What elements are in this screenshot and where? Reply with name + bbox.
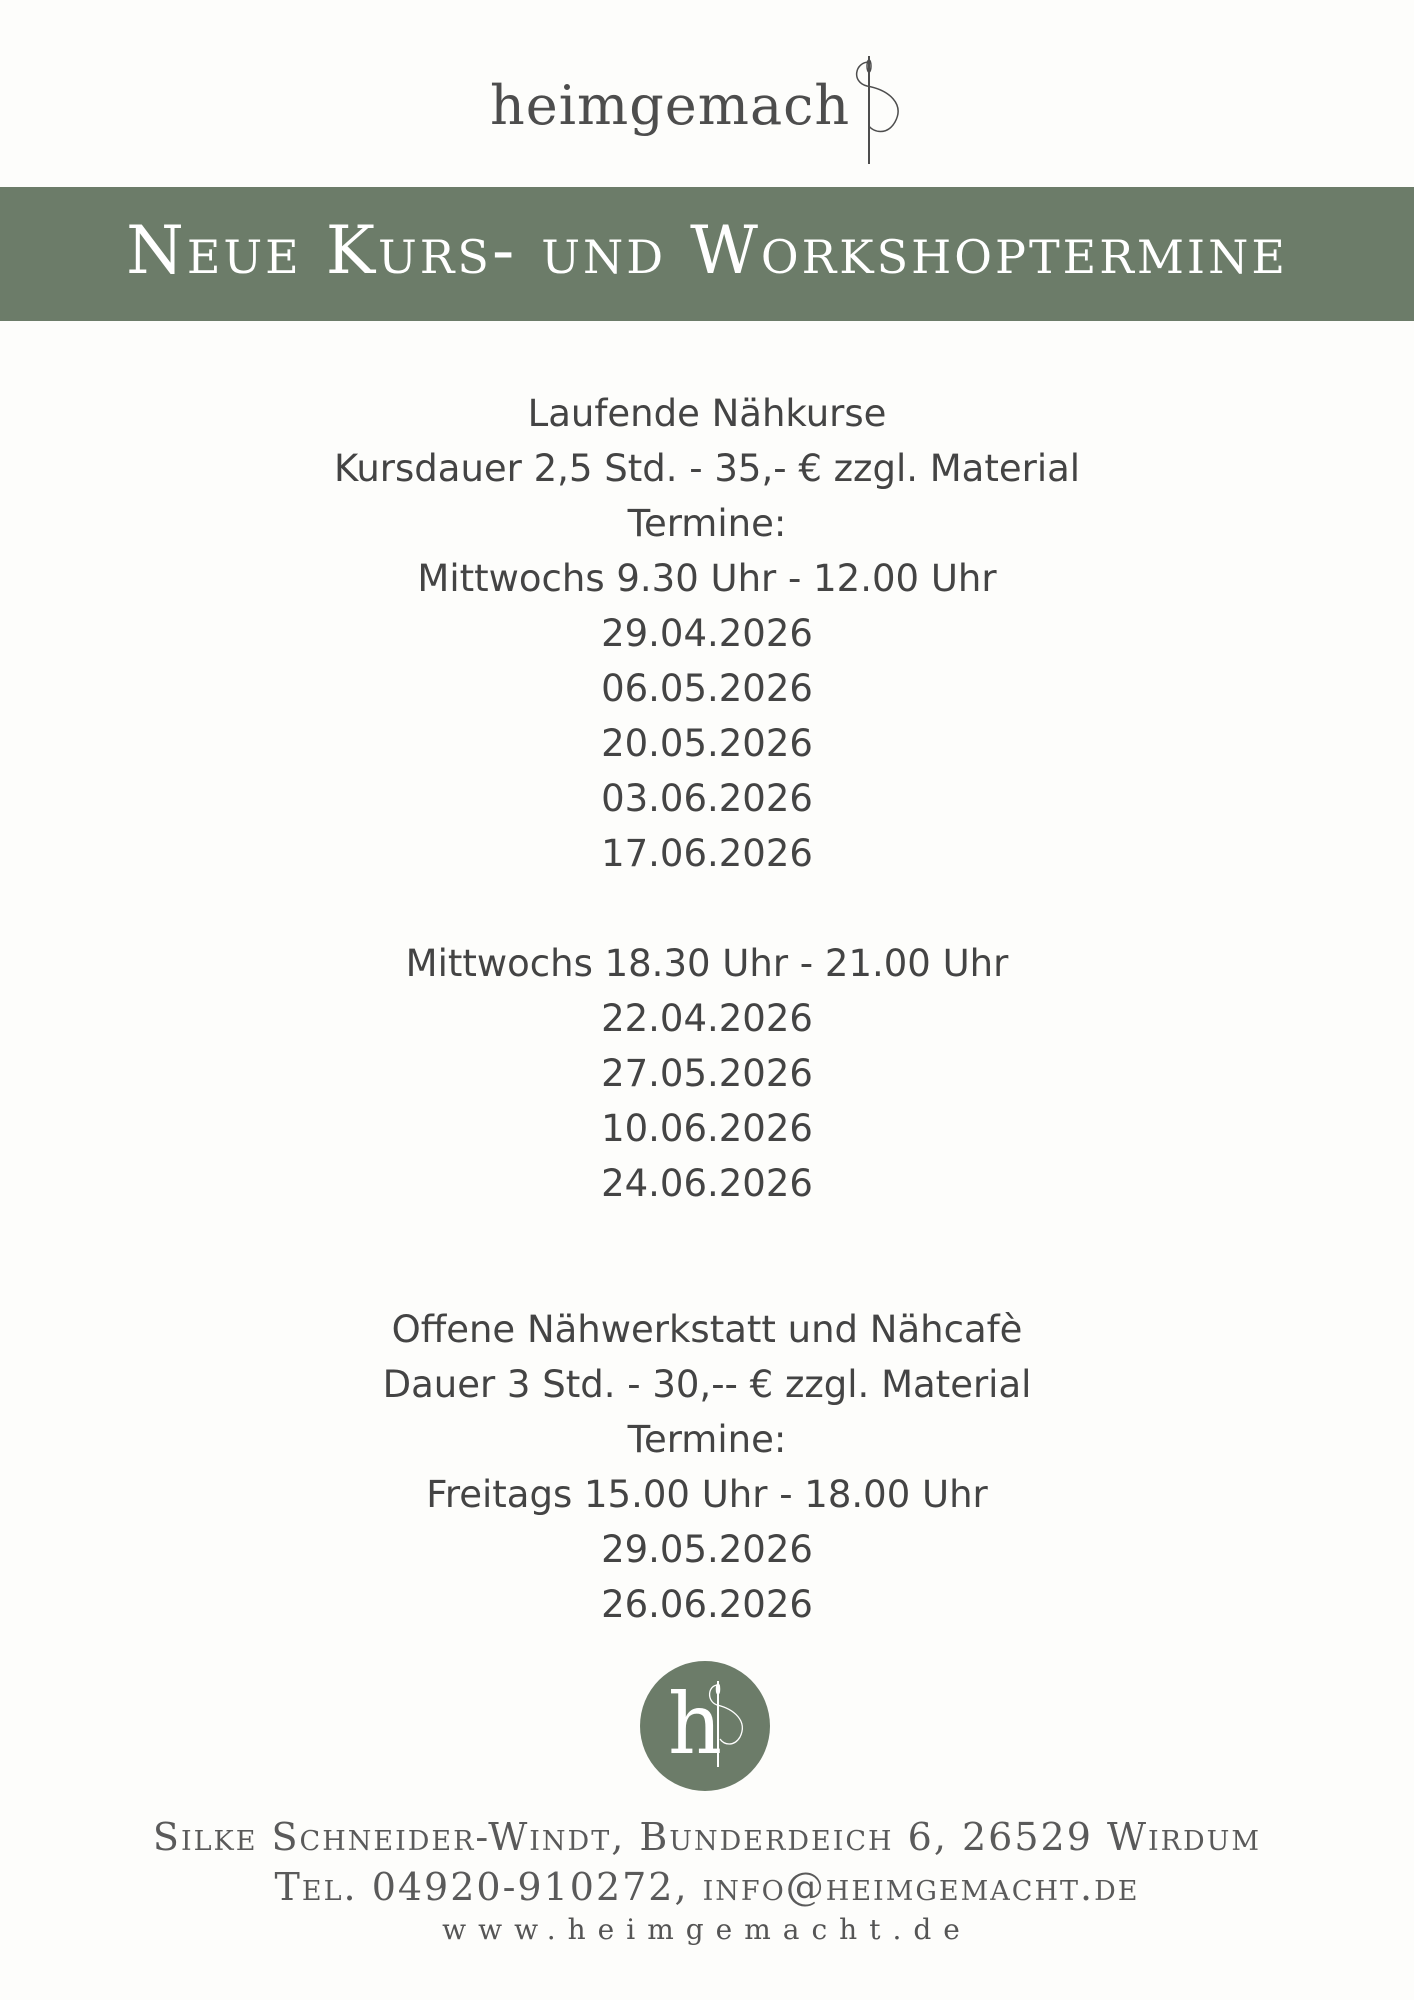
footer-address: Silke Schneider-Windt, Bunderdeich 6, 26529 Wirdum (152, 1815, 1262, 1859)
date-item: 26.06.2026 (601, 1583, 813, 1626)
termine-label: Termine: (627, 502, 787, 545)
date-item: 03.06.2026 (601, 777, 813, 820)
date-item: 10.06.2026 (601, 1107, 813, 1150)
course-title: Offene Nähwerkstatt und Nähcafè (391, 1308, 1023, 1351)
course-details: Kursdauer 2,5 Std. - 35,- € zzgl. Material (333, 447, 1081, 490)
monogram-letter: h (668, 1675, 723, 1773)
course-details: Dauer 3 Std. - 30,-- € zzgl. Material (382, 1363, 1032, 1406)
course-title: Laufende Nähkurse (527, 392, 887, 435)
date-item: 06.05.2026 (601, 667, 813, 710)
needle-thread-icon (702, 1675, 762, 1775)
date-item: 22.04.2026 (601, 997, 813, 1040)
header-banner (0, 187, 1414, 321)
page-title: Neue Kurs- und Workshoptermine (126, 211, 1288, 289)
brand-logo (0, 52, 1414, 172)
date-item: 27.05.2026 (601, 1052, 813, 1095)
time-slot: Mittwochs 9.30 Uhr - 12.00 Uhr (417, 557, 997, 600)
date-item: 29.04.2026 (601, 612, 813, 655)
time-slot: Mittwochs 18.30 Uhr - 21.00 Uhr (405, 942, 1009, 985)
needle-thread-icon (845, 52, 915, 170)
footer-website: www.heimgemacht.de (442, 1913, 972, 1946)
circle-monogram-logo (640, 1661, 770, 1791)
schedule-content (0, 386, 1414, 1632)
date-item: 20.05.2026 (601, 722, 813, 765)
footer-contact: Tel. 04920-910272, info@heimgemacht.de (274, 1865, 1140, 1909)
date-item: 29.05.2026 (601, 1528, 813, 1571)
date-item: 17.06.2026 (601, 832, 813, 875)
termine-label: Termine: (627, 1418, 787, 1461)
time-slot: Freitags 15.00 Uhr - 18.00 Uhr (426, 1473, 988, 1516)
brand-logo-text: heimgemach (490, 74, 851, 137)
date-item: 24.06.2026 (601, 1162, 813, 1205)
